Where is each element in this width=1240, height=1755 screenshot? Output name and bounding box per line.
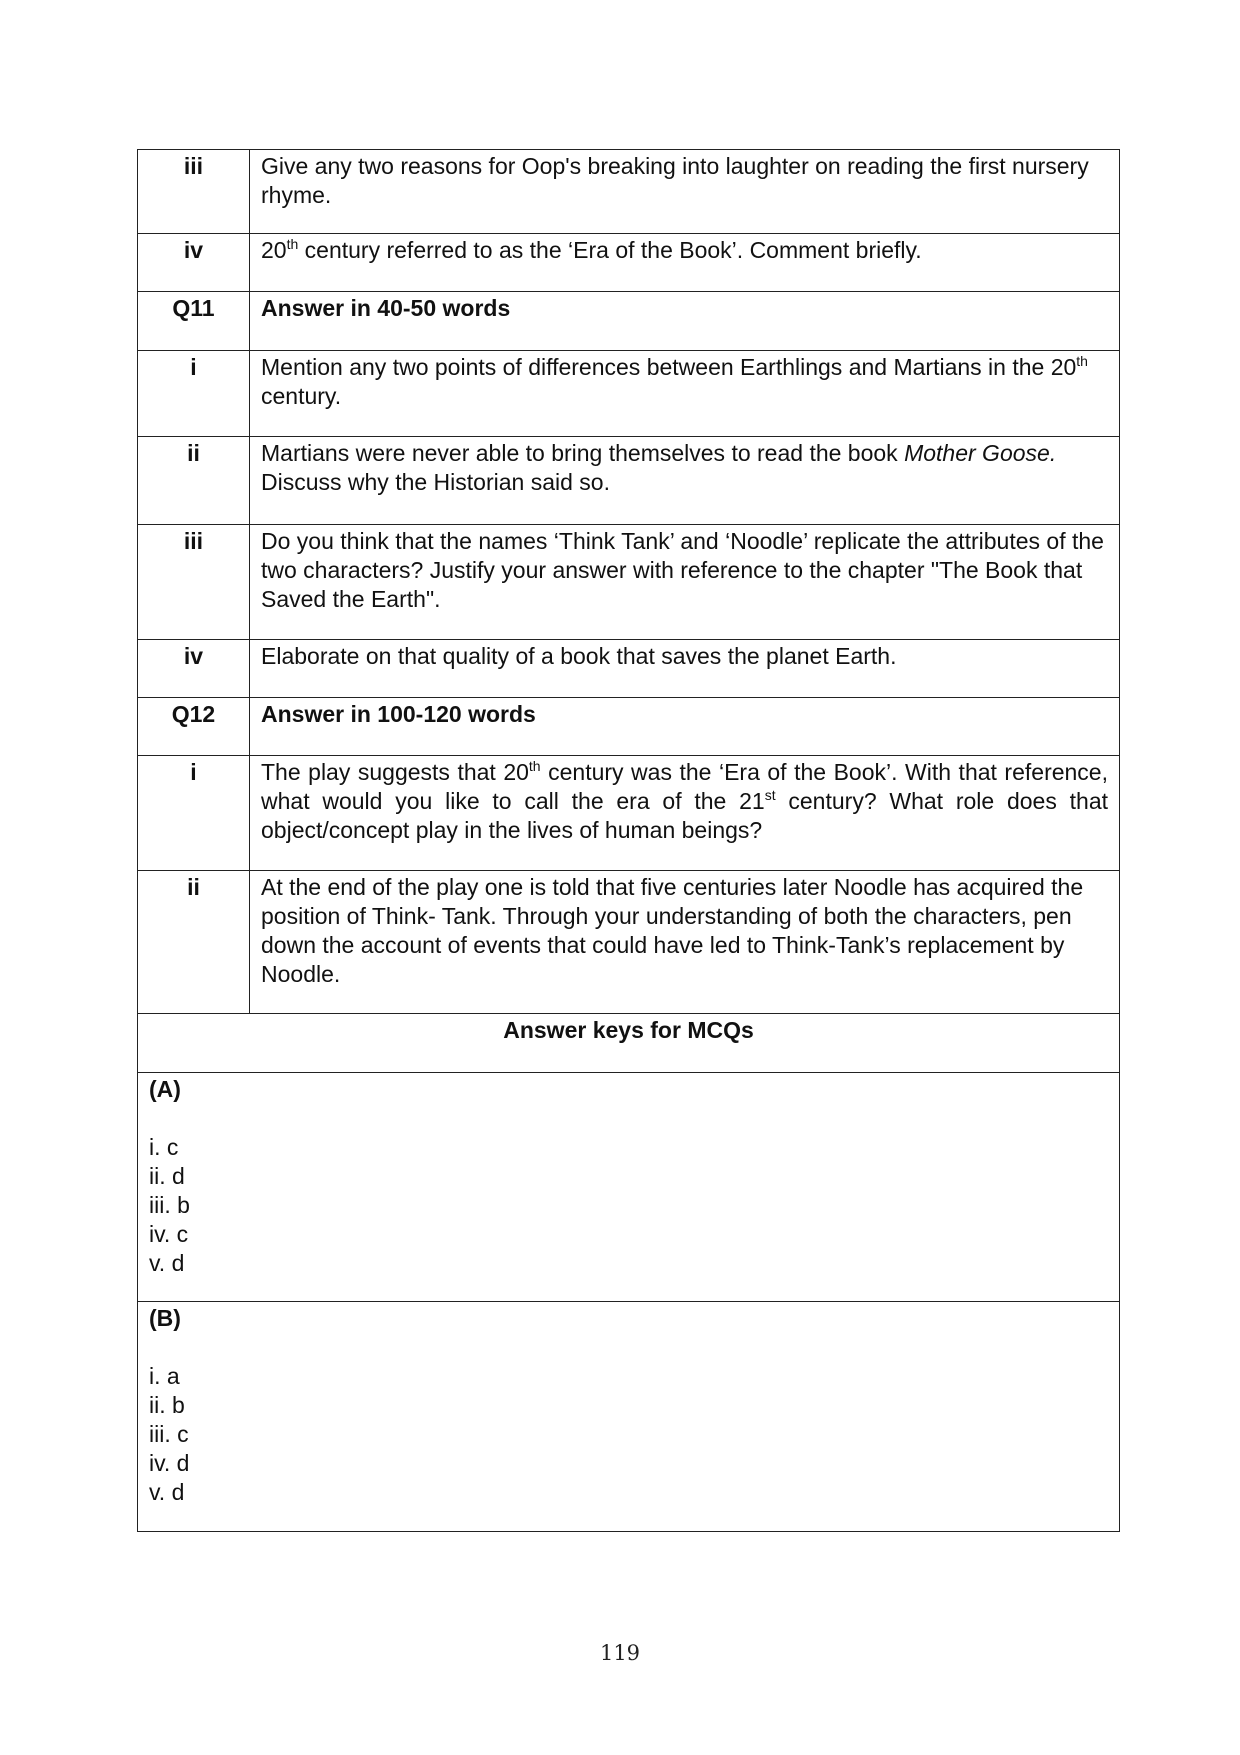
answer-key-label: (B) [149, 1305, 181, 1331]
question-row [138, 756, 1120, 871]
section-number: Q12 [138, 698, 250, 756]
answer-key-item: iv. c [149, 1221, 189, 1247]
question-text: 20th century referred to as the ‘Era of the Book’. Comment briefly. [250, 234, 1120, 292]
section-instruction: Answer in 100-120 words [250, 698, 1120, 756]
answer-key-item: v. d [149, 1250, 185, 1276]
question-row [138, 351, 1120, 437]
answer-key-item: i. a [149, 1363, 180, 1389]
question-number: iii [138, 150, 250, 234]
answer-key-heading-row [138, 1014, 1120, 1073]
question-row [138, 234, 1120, 292]
answer-key-item: v. d [149, 1479, 185, 1505]
page-number: 119 [599, 1641, 641, 1665]
question-number: iii [138, 525, 250, 640]
question-number: iv [138, 234, 250, 292]
question-row [138, 640, 1120, 698]
answer-key-row [138, 1073, 1120, 1302]
question-text: Give any two reasons for Oop's breaking into laughter on reading the first nursery rhyme. [250, 150, 1120, 234]
answer-key-b [138, 1302, 1120, 1532]
answer-key-heading: Answer keys for MCQs [138, 1014, 1120, 1073]
section-header-row [138, 698, 1120, 756]
question-row [138, 150, 1120, 234]
answer-key-a [138, 1073, 1120, 1302]
question-table [137, 149, 1120, 1532]
question-row [138, 525, 1120, 640]
section-number: Q11 [138, 292, 250, 351]
answer-key-item: iii. c [149, 1421, 189, 1447]
answer-key-item: ii. b [149, 1392, 185, 1418]
question-number: i [138, 351, 250, 437]
question-number: i [138, 756, 250, 871]
question-text: At the end of the play one is told that five centuries later Noodle has acquired the position of Think- Tank. Through your understanding of both the characters, pen down the account of events that could have led to Think-Tank’s replacement by Noodle. [250, 871, 1120, 1014]
question-text: Do you think that the names ‘Think Tank’ and ‘Noodle’ replicate the attributes of the two characters? Justify your answer with reference to the chapter "The Book that Saved the Earth". [250, 525, 1120, 640]
answer-key-item: ii. d [149, 1163, 185, 1189]
question-number: ii [138, 871, 250, 1014]
question-number: ii [138, 437, 250, 525]
question-row [138, 437, 1120, 525]
answer-key-item: iii. b [149, 1192, 190, 1218]
section-header-row [138, 292, 1120, 351]
answer-key-item: iv. d [149, 1450, 190, 1476]
question-number: iv [138, 640, 250, 698]
answer-key-row [138, 1302, 1120, 1532]
question-text: Elaborate on that quality of a book that saves the planet Earth. [250, 640, 1120, 698]
question-row [138, 871, 1120, 1014]
section-instruction: Answer in 40-50 words [250, 292, 1120, 351]
answer-key-item: i. c [149, 1134, 179, 1160]
answer-key-label: (A) [149, 1076, 181, 1102]
question-text: Mention any two points of differences between Earthlings and Martians in the 20th century. [250, 351, 1120, 437]
question-text: The play suggests that 20th century was the ‘Era of the Book’. With that reference, what would you like to call the era of the 21st century? What role does that object/concept play in the lives of human beings? [250, 756, 1120, 871]
question-text: Martians were never able to bring themselves to read the book Mother Goose. Discuss why the Historian said so. [250, 437, 1120, 525]
